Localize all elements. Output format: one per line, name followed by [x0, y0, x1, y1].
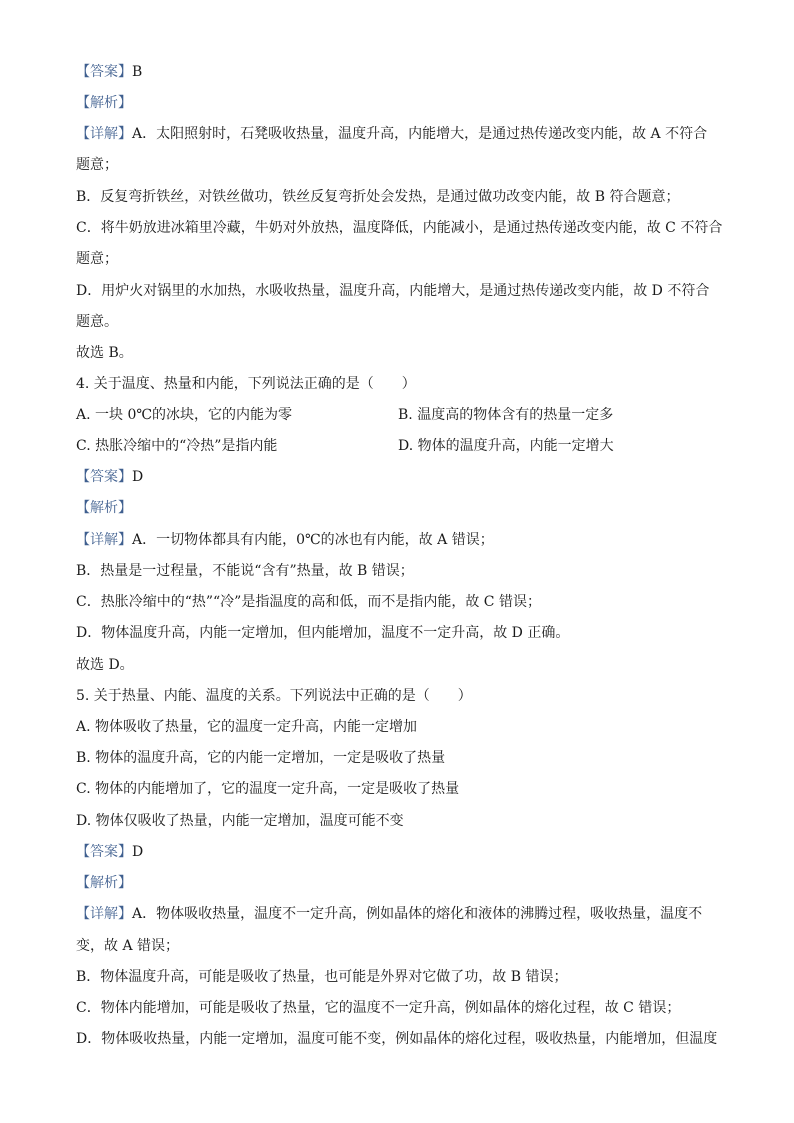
- option-a: A. 物体吸收了热量，它的温度一定升高，内能一定增加: [76, 719, 418, 735]
- answer-value: D: [132, 844, 144, 860]
- option-b: B. 温度高的物体含有的热量一定多: [398, 407, 614, 423]
- detail-line: D．物体温度升高，内能一定增加，但内能增加，温度不一定升高，故 D 正确。: [76, 625, 570, 641]
- question-stem: 5. 关于热量、内能、温度的关系。下列说法中正确的是（ ）: [76, 688, 472, 704]
- answer-line: [76, 842, 143, 862]
- analysis-heading: 【解析】: [76, 500, 132, 516]
- option-c: C. 热胀冷缩中的“冷热”是指内能: [76, 438, 278, 454]
- detail-tag: 【详解】: [76, 906, 132, 922]
- analysis-heading: 【解析】: [76, 875, 132, 891]
- answer-tag: 【答案】: [76, 469, 132, 485]
- analysis-heading: 【解析】: [76, 95, 132, 111]
- option-c: C. 物体的内能增加了，它的温度一定升高，一定是吸收了热量: [76, 781, 460, 797]
- detail-line: 题意；: [76, 157, 118, 173]
- detail-line: 【详解】A．物体吸收热量，温度不一定升高，例如晶体的熔化和液体的沸腾过程，吸收热量，温度不: [76, 906, 703, 922]
- detail-line: C．热胀冷缩中的“热”“冷”是指温度的高和低，而不是指内能，故 C 错误；: [76, 594, 541, 610]
- detail-line: 【详解】A．一切物体都具有内能，0℃的冰也有内能，故 A 错误；: [76, 532, 494, 548]
- detail-line: C．物体内能增加，可能是吸收了热量，它的温度不一定升高，例如晶体的熔化过程，故 C 错误；: [76, 1000, 681, 1016]
- detail-line: 题意；: [76, 251, 118, 267]
- detail-line: B．反复弯折铁丝，对铁丝做功，铁丝反复弯折处会发热，是通过做功改变内能，故 B 符合题意；: [76, 189, 680, 205]
- question-stem: 4. 关于温度、热量和内能，下列说法正确的是（ ）: [76, 376, 416, 392]
- conclusion-line: 故选 D。: [76, 657, 134, 673]
- option-d: D. 物体仅吸收了热量，内能一定增加，温度可能不变: [76, 813, 404, 829]
- detail-line: D．用炉火对锅里的水加热，水吸收热量，温度升高，内能增大，是通过热传递改变内能，故 D 不符合: [76, 283, 710, 299]
- conclusion-line: 故选 B。: [76, 345, 133, 361]
- detail-line: C．将牛奶放进冰箱里冷藏，牛奶对外放热，温度降低，内能减小，是通过热传递改变内能，故 C 不符合: [76, 220, 723, 236]
- detail-line: 【详解】A．太阳照射时，石凳吸收热量，温度升高，内能增大，是通过热传递改变内能，故 A 不符合: [76, 126, 708, 142]
- answer-tag: 【答案】: [76, 64, 132, 80]
- detail-tag: 【详解】: [76, 532, 132, 548]
- detail-line: 变，故 A 错误；: [76, 938, 180, 954]
- answer-value: B: [132, 64, 143, 80]
- detail-line: D．物体吸收热量，内能一定增加，温度可能不变，例如晶体的熔化过程，吸收热量，内能增加，但温度: [76, 1031, 718, 1047]
- detail-tag: 【详解】: [76, 126, 132, 142]
- answer-value: D: [132, 469, 144, 485]
- answer-line: [76, 467, 143, 487]
- answer-line: [76, 62, 142, 82]
- option-a: A. 一块 0℃的冰块，它的内能为零: [76, 407, 293, 423]
- detail-line: B．热量是一过程量，不能说“含有”热量，故 B 错误；: [76, 563, 414, 579]
- detail-line: B．物体温度升高，可能是吸收了热量，也可能是外界对它做了功，故 B 错误；: [76, 969, 568, 985]
- option-d: D. 物体的温度升高，内能一定增大: [398, 438, 614, 454]
- option-b: B. 物体的温度升高，它的内能一定增加，一定是吸收了热量: [76, 750, 446, 766]
- detail-line: 题意。: [76, 314, 118, 330]
- answer-tag: 【答案】: [76, 844, 132, 860]
